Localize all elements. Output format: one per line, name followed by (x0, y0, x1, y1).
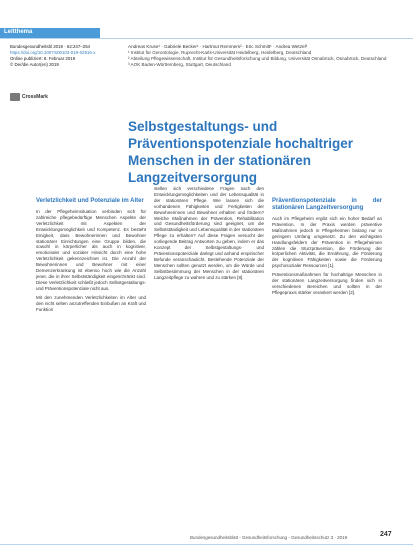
author-block (128, 44, 398, 68)
section-heading: Verletzlichkeit und Potenziale im Alter (36, 198, 144, 204)
online-date: Online publiziert: 8. Februar 2019 (10, 56, 76, 61)
crossmark-logo[interactable]: CrossMark (10, 92, 60, 101)
author-names: Andreas Kruse¹ · Gabriele Becker¹ · Hartmut Remmers² · Eric Schmitt¹ · Andrea Wetzel³ (128, 44, 308, 49)
article-meta (10, 44, 110, 68)
paragraph: Präventionsmaßnahmen für hochaltrige Menschen in der stationären Langzeitversorgung finden sich in verschiedenen Bereichen und sollten in der Pflegepraxis stärker verankert werden [2]. (272, 272, 382, 295)
column-3 (272, 198, 382, 299)
crossmark-icon (10, 93, 20, 101)
column-2 (154, 186, 264, 284)
affiliation-2: ² Abteilung Pflegewissenschaft, Institut für Gesundheitsforschung und Bildung, Universität Osnabrück, Osnabrück, Deutschland (128, 56, 387, 61)
paragraph: Mit den zunehmenden Verletzlichkeiten im Alter und den nicht selten anzutreffenden Einbußen an Kraft und Funktion (36, 294, 146, 312)
copyright: © Der/die Autor(en) 2019 (10, 62, 59, 67)
journal-citation: Bundesgesundheitsbl 2019 · 62:247–254 (10, 44, 91, 49)
paragraph: Auch im Pflegeheim ergibt sich ein hoher Bedarf an Prävention. In der Praxis werden präventive Maßnahmen jedoch in Pflegeheimen bislang nur in geringem Umfang umgesetzt. Zu den wichtigsten Handlungsfeldern der Prävention in Pflegeheimen zählen die Sturzprävention, die Förderung der körperlichen Aktivität, die Ernährung, die Förderung der kognitiven Fähigkeiten sowie die Förderung psychosozialer Ressourcen [1]. (272, 216, 382, 269)
doi-link[interactable]: https://doi.org/10.1007/s00103-019-02916-x (10, 50, 96, 55)
journal-footer: Bundesgesundheitsblatt - Gesundheitsforschung - Gesundheitsschutz 3 · 2019 (190, 535, 348, 540)
section-label: Leitthema (4, 29, 33, 35)
top-rule (0, 38, 413, 39)
column-1 (36, 198, 146, 315)
paragraph: In der Pflegeheimsituation verbinden sich für zahlreiche pflegebedürftige Menschen Aspekte der Verletzlichkeit mit Aspekten der Entwicklungsmöglichkeit und Kompetenz. Es besteht Einigkeit, dass Bewohnerinnen und Bewohner stationärer Einrichtungen eine Gruppe bilden, die sowohl in körperlicher als auch in kognitiver, emotionaler und sozialer Hinsicht durch eine hohe Verletzlichkeit gekennzeichnet ist. Die Anzahl der Bewohnerinnen und Bewohner mit einer Demenzerkrankung ist ebenso hoch wie die Anzahl jener, die in ihrer Selbstständigkeit eingeschränkt sind. Diese Verletzlichkeit schließt jedoch Selbstgestaltungs- und Präventionspotenziale nicht aus. (36, 209, 146, 291)
affiliation-1: ¹ Institut für Gerontologie, Ruprecht-Karls-Universität Heidelberg, Heidelberg, Deutschland (128, 50, 312, 55)
paragraph: stellen sich verschiedene Fragen nach den Entwicklungsmöglichkeiten und der Lebensqualität in der stationären Pflege. Wie lassen sich die vorhandenen Fähigkeiten und Fertigkeiten der Bewohnerinnen und Bewohner erhalten und fördern? Welche Maßnahmen der Prävention, Rehabilitation und Gesundheitsförderung sind geeignet, um die Selbstständigkeit und Lebensqualität in der stationären Pflege zu erhalten? Auf diese Fragen versucht der vorliegende Beitrag Antworten zu geben, indem er das Konzept der Selbstgestaltungs- und Präventionspotenziale darlegt und anhand empirischer Befunde veranschaulicht. Bestehende Potenziale der Menschen sollten genutzt werden, um die Würde und Selbstbestimmung der Menschen in der stationären Langzeitpflege zu wahren und zu stärken [8]. (154, 186, 264, 280)
section-heading: Präventionspotenziale in der stationären Langzeitversorgung (272, 198, 382, 211)
bottom-rule (0, 544, 413, 545)
section-banner (0, 28, 100, 38)
affiliation-3: ³ AOK Baden-Württemberg, Stuttgart, Deutschland (128, 62, 231, 67)
article-title: Selbstgestaltungs- und Präventionspotenziale hochaltriger Menschen in der stationären Langzeitversorgung (128, 119, 354, 185)
page-number: 247 (380, 531, 392, 538)
